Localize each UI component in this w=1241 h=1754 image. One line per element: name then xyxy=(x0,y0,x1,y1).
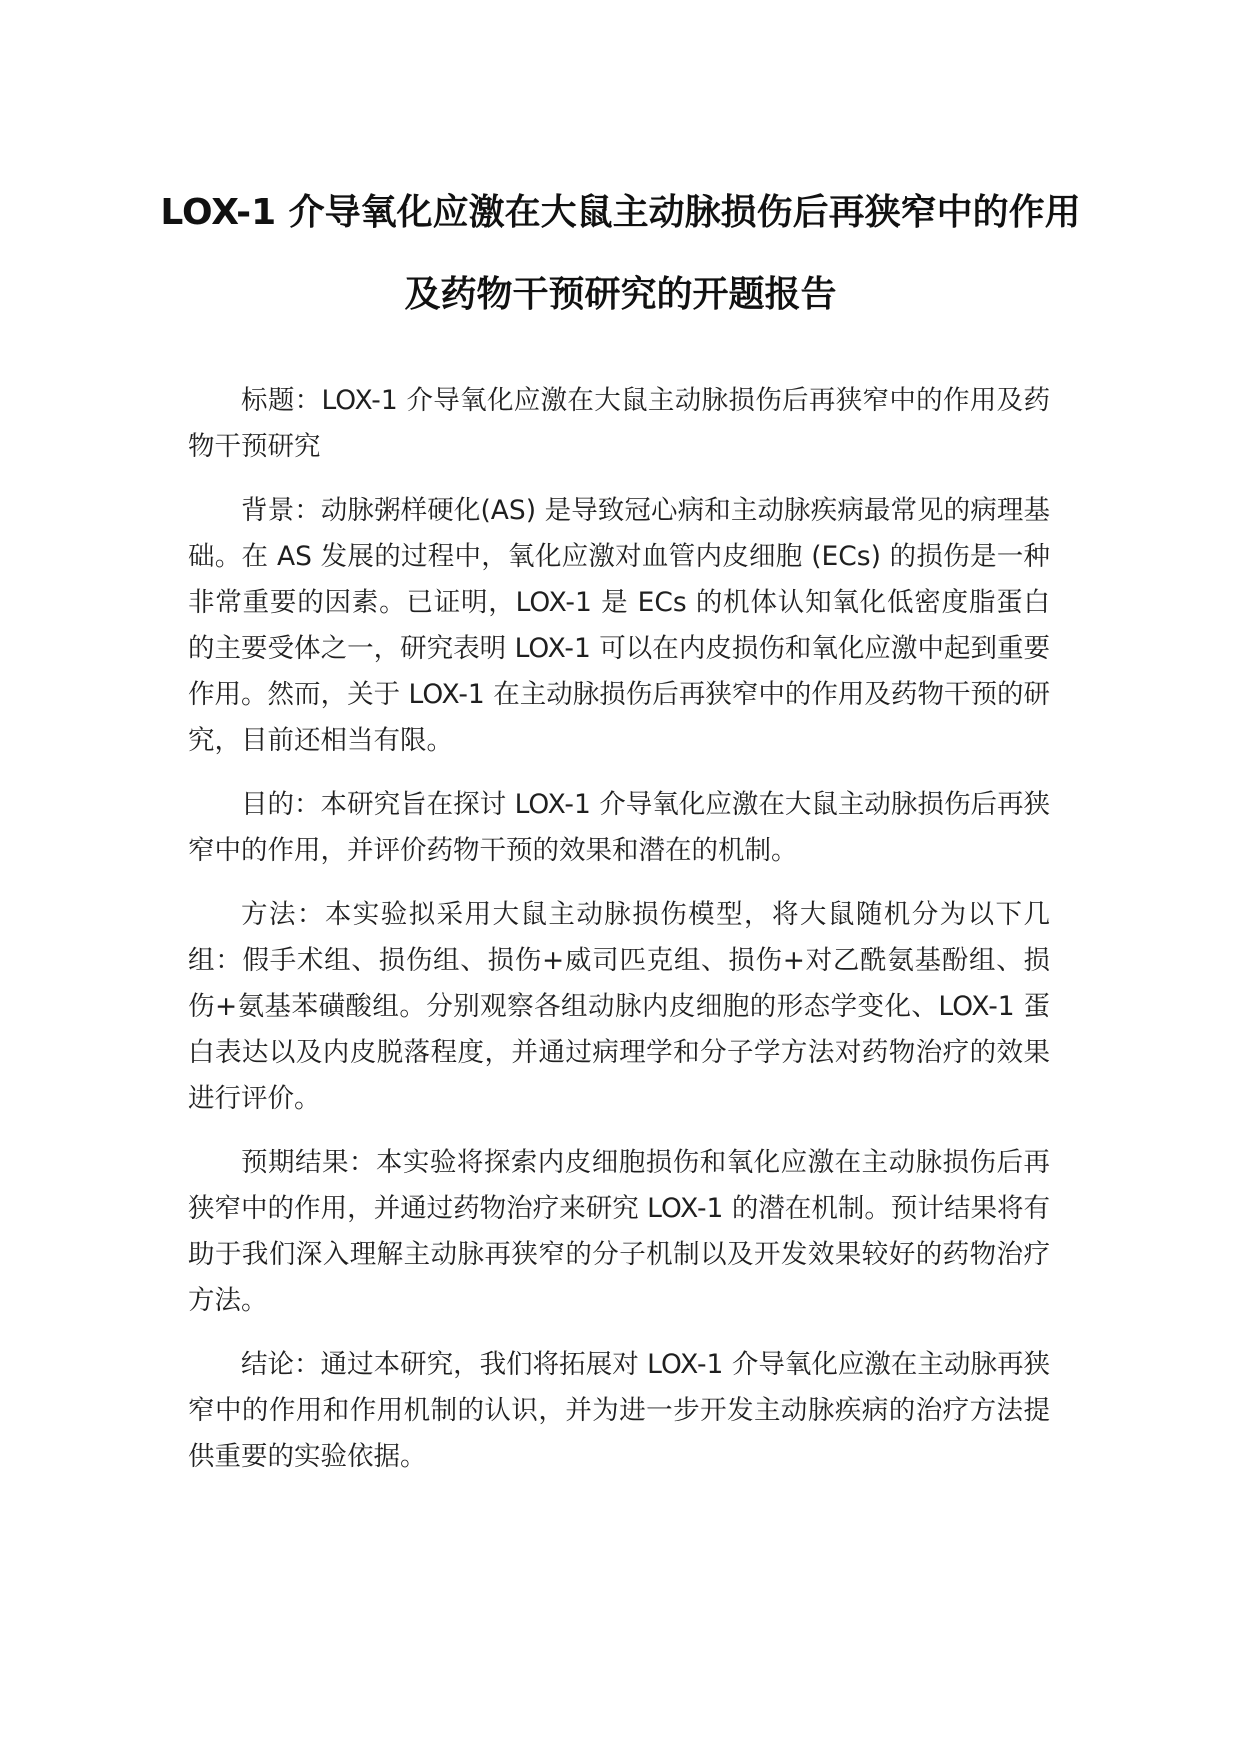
paragraph-title: 标题：LOX-1 介导氧化应激在大鼠主动脉损伤后再狭窄中的作用及药物干预研究 xyxy=(188,385,1050,462)
paragraph-objective: 目的：本研究旨在探讨 LOX-1 介导氧化应激在大鼠主动脉损伤后再狭窄中的作用，并评价药物干预的效果和潜在的机制。 xyxy=(188,789,1050,866)
paragraph-methods: 方法：本实验拟采用大鼠主动脉损伤模型，将大鼠随机分为以下几组：假手术组、损伤组、损伤+威司匹克组、损伤+对乙酰氨基酚组、损伤+氨基苯磺酸组。分别观察各组动脉内皮细胞的形态学变化、LOX-1 蛋白表达以及内皮脱落程度，并通过病理学和分子学方法对药物治疗的效果进行评价。 xyxy=(188,899,1050,1114)
paragraph-conclusion: 结论：通过本研究，我们将拓展对 LOX-1 介导氧化应激在主动脉再狭窄中的作用和作用机制的认识，并为进一步开发主动脉疾病的治疗方法提供重要的实验依据。 xyxy=(188,1349,1050,1472)
paragraph-expected-results: 预期结果：本实验将探索内皮细胞损伤和氧化应激在主动脉损伤后再狭窄中的作用，并通过药物治疗来研究 LOX-1 的潜在机制。预计结果将有助于我们深入理解主动脉再狭窄的分子机制以及开发效果较好的药物治疗方法。 xyxy=(188,1147,1050,1316)
paragraph-background: 背景：动脉粥样硬化(AS) 是导致冠心病和主动脉疾病最常见的病理基础。在 AS 发展的过程中，氧化应激对血管内皮细胞 (ECs) 的损伤是一种非常重要的因素。已证明，LOX-1 是 ECs 的机体认知氧化低密度脂蛋白的主要受体之一，研究表明 LOX-1 可以在内皮损伤和氧化应激中起到重要作用。然而，关于 LOX-1 在主动脉损伤后再狭窄中的作用及药物干预的研究，目前还相当有限。 xyxy=(188,495,1050,756)
document-body xyxy=(188,378,1050,1498)
document-title: LOX-1 介导氧化应激在大鼠主动脉损伤后再狭窄中的作用及药物干预研究的开题报告 xyxy=(160,192,1081,315)
